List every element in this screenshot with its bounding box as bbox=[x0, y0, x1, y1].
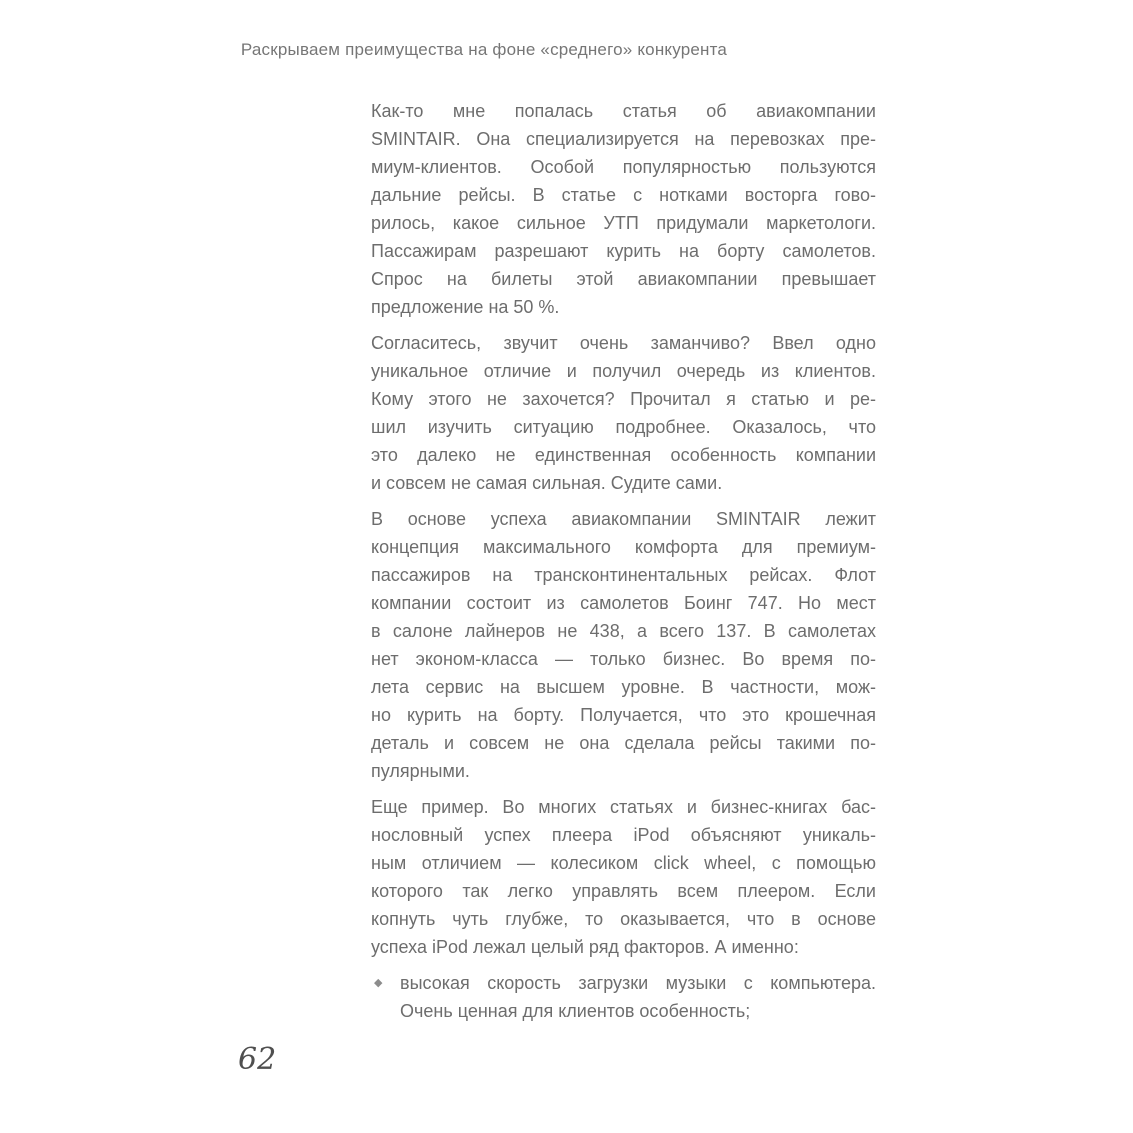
text-line: нословный успех плеера iPod объясняют уникаль- bbox=[371, 825, 876, 845]
running-header: Раскрываем преимущества на фоне «среднего» конкурента bbox=[240, 40, 728, 59]
text-line: нет эконом-класса — только бизнес. Во время по- bbox=[371, 649, 876, 669]
text-line: лета сервис на высшем уровне. В частности, мож- bbox=[371, 677, 876, 697]
paragraph bbox=[371, 793, 876, 961]
text-line: компании состоит из самолетов Боинг 747. Но мест bbox=[371, 593, 876, 613]
text-line: SMINTAIR. Она специализируется на перевозках пре- bbox=[371, 129, 876, 149]
text-line: миум-клиентов. Особой популярностью пользуются bbox=[371, 157, 876, 177]
text-line: дальние рейсы. В статье с нотками восторга гово- bbox=[371, 185, 876, 205]
text-line: Кому этого не захочется? Прочитал я статью и ре- bbox=[371, 389, 876, 409]
text-line: Пассажирам разрешают курить на борту самолетов. bbox=[371, 241, 876, 261]
text-line: шил изучить ситуацию подробнее. Оказалось, что bbox=[371, 417, 876, 437]
list-item bbox=[371, 969, 876, 1025]
list-item-text bbox=[400, 969, 876, 1025]
paragraph bbox=[371, 329, 876, 497]
text-line: Очень ценная для клиентов особенность; bbox=[400, 1001, 751, 1021]
diamond-bullet-icon: ◆ bbox=[374, 977, 383, 989]
text-line: Спрос на билеты этой авиакомпании превышает bbox=[371, 269, 876, 289]
text-line: но курить на борту. Получается, что это крошечная bbox=[371, 705, 876, 725]
text-line: концепция максимального комфорта для премиум- bbox=[371, 537, 876, 557]
text-line: В основе успеха авиакомпании SMINTAIR лежит bbox=[371, 509, 876, 529]
text-line: рилось, какое сильное УТП придумали маркетологи. bbox=[371, 213, 876, 233]
text-line: уникальное отличие и получил очередь из клиентов. bbox=[371, 361, 876, 381]
text-line: Еще пример. Во многих статьях и бизнес-книгах бас- bbox=[371, 797, 876, 817]
text-line: и совсем не самая сильная. Судите сами. bbox=[371, 473, 723, 493]
text-line: высокая скорость загрузки музыки с компьютера. bbox=[400, 973, 876, 993]
page-number: 62 bbox=[238, 1042, 277, 1077]
text-line: пулярными. bbox=[371, 761, 470, 781]
text-line: ным отличием — колесиком click wheel, с помощью bbox=[371, 853, 876, 873]
text-line: Согласитесь, звучит очень заманчиво? Ввел одно bbox=[371, 333, 876, 353]
text-line: успеха iPod лежал целый ряд факторов. А именно: bbox=[371, 937, 799, 957]
text-line: в салоне лайнеров не 438, а всего 137. В самолетах bbox=[371, 621, 876, 641]
text-line: предложение на 50 %. bbox=[371, 297, 560, 317]
text-line: которого так легко управлять всем плеером. Если bbox=[371, 881, 876, 901]
text-line: деталь и совсем не она сделала рейсы такими по- bbox=[371, 733, 876, 753]
text-line: Как-то мне попалась статья об авиакомпании bbox=[371, 101, 876, 121]
text-line: это далеко не единственная особенность компании bbox=[371, 445, 876, 465]
text-column bbox=[371, 97, 876, 1025]
paragraph bbox=[371, 97, 876, 321]
text-line: копнуть чуть глубже, то оказывается, что в основе bbox=[371, 909, 876, 929]
paragraph bbox=[371, 505, 876, 785]
text-line: пассажиров на трансконтинентальных рейсах. Флот bbox=[371, 565, 876, 585]
